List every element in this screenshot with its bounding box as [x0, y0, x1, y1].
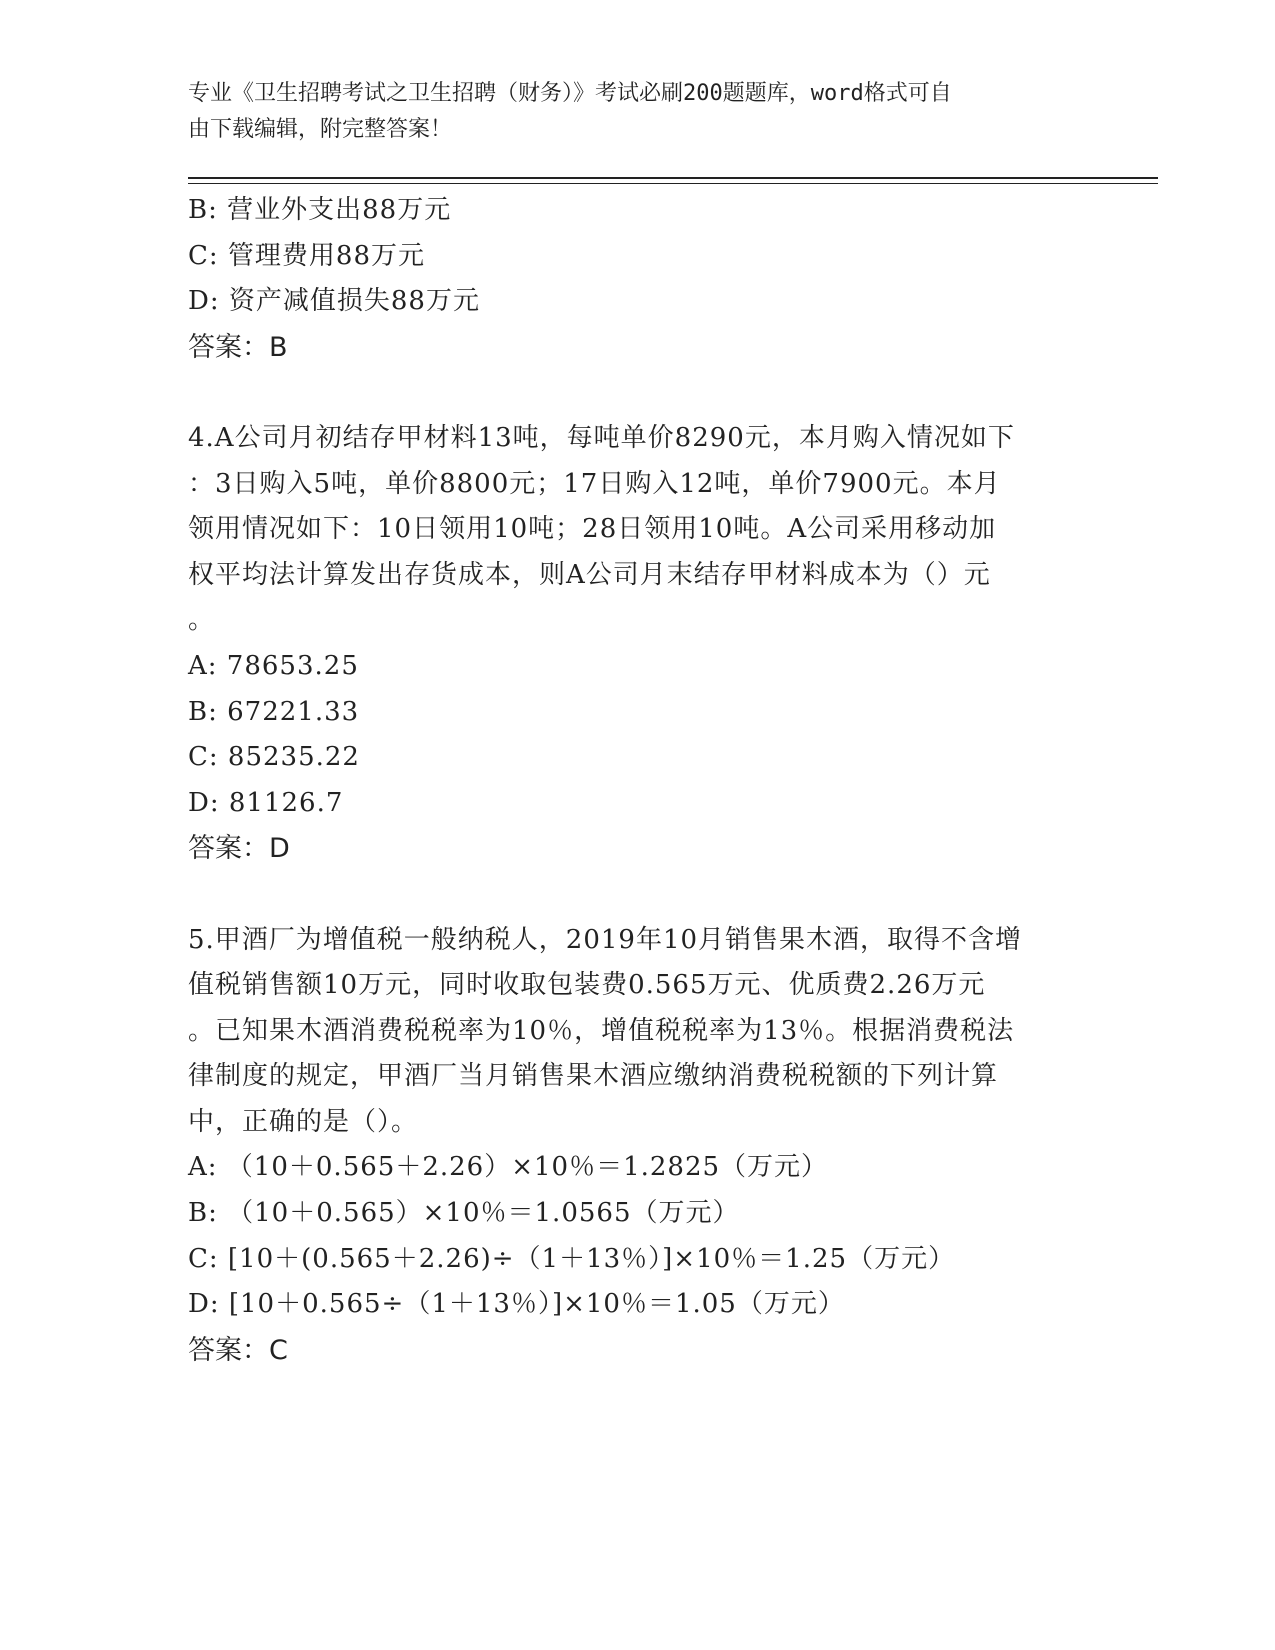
question-4 [188, 416, 1088, 872]
question-text-line: 。已知果木酒消费税税率为10％，增值税税率为13％。根据消费税法 [188, 1015, 1015, 1046]
header-line-2: 由下载编辑，附完整答案！ [188, 117, 453, 142]
option-b: B: （10＋0.565）×10％＝1.0565（万元） [188, 1198, 740, 1229]
option-c: C: 管理费用88万元 [188, 240, 426, 271]
option-b: B: 营业外支出88万元 [188, 195, 452, 225]
option-c: C: 85235.22 [188, 742, 360, 773]
question-text-line: 权平均法计算发出存货成本，则A公司月末结存甲材料成本为（）元 [188, 559, 991, 590]
option-d: D: 81126.7 [188, 787, 344, 818]
question-5 [188, 918, 1088, 1374]
question-text-line: 值税销售额10万元，同时收取包装费0.565万元、优质费2.26万元 [188, 970, 986, 1001]
document-header [188, 76, 1068, 148]
question-text-line: 5.甲酒厂为增值税一般纳税人，2019年10月销售果木酒，取得不含增 [188, 924, 1023, 955]
question-text-line: ：3日购入5吨，单价8800元；17日购入12吨，单价7900元。本月 [188, 468, 1001, 499]
header-divider-thin [188, 183, 1158, 184]
option-a: A: 78653.25 [188, 650, 359, 681]
question-content [188, 188, 1088, 1373]
option-d: D: 资产减值损失88万元 [188, 286, 480, 317]
option-d: D: [10＋0.565÷（1＋13％）]×10％＝1.05（万元） [188, 1289, 845, 1320]
question-text-line: 律制度的规定，甲酒厂当月销售果木酒应缴纳消费税税额的下列计算 [188, 1061, 999, 1092]
option-a: A: （10＋0.565＋2.26）×10％＝1.2825（万元） [188, 1152, 829, 1183]
spacer [188, 370, 1088, 416]
question-text-line: 。 [188, 605, 216, 636]
question-text-line: 中，正确的是（）。 [188, 1106, 419, 1137]
option-c: C: [10＋(0.565＋2.26)÷（1＋13％）]×10％＝1.25（万元） [188, 1243, 956, 1274]
option-b: B: 67221.33 [188, 696, 360, 727]
answer: 答案：C [188, 1334, 288, 1366]
header-line-1: 专业《卫生招聘考试之卫生招聘（财务）》考试必刷200题题库，word格式可自 [188, 81, 952, 106]
answer: 答案：D [188, 833, 290, 865]
header-divider-thick [188, 177, 1158, 179]
question-3-options [188, 188, 1088, 370]
spacer [188, 872, 1088, 918]
answer: 答案：B [188, 331, 288, 363]
question-text-line: 领用情况如下：10日领用10吨；28日领用10吨。A公司采用移动加 [188, 514, 997, 545]
question-text-line: 4.A公司月初结存甲材料13吨，每吨单价8290元，本月购入情况如下 [188, 422, 1015, 453]
